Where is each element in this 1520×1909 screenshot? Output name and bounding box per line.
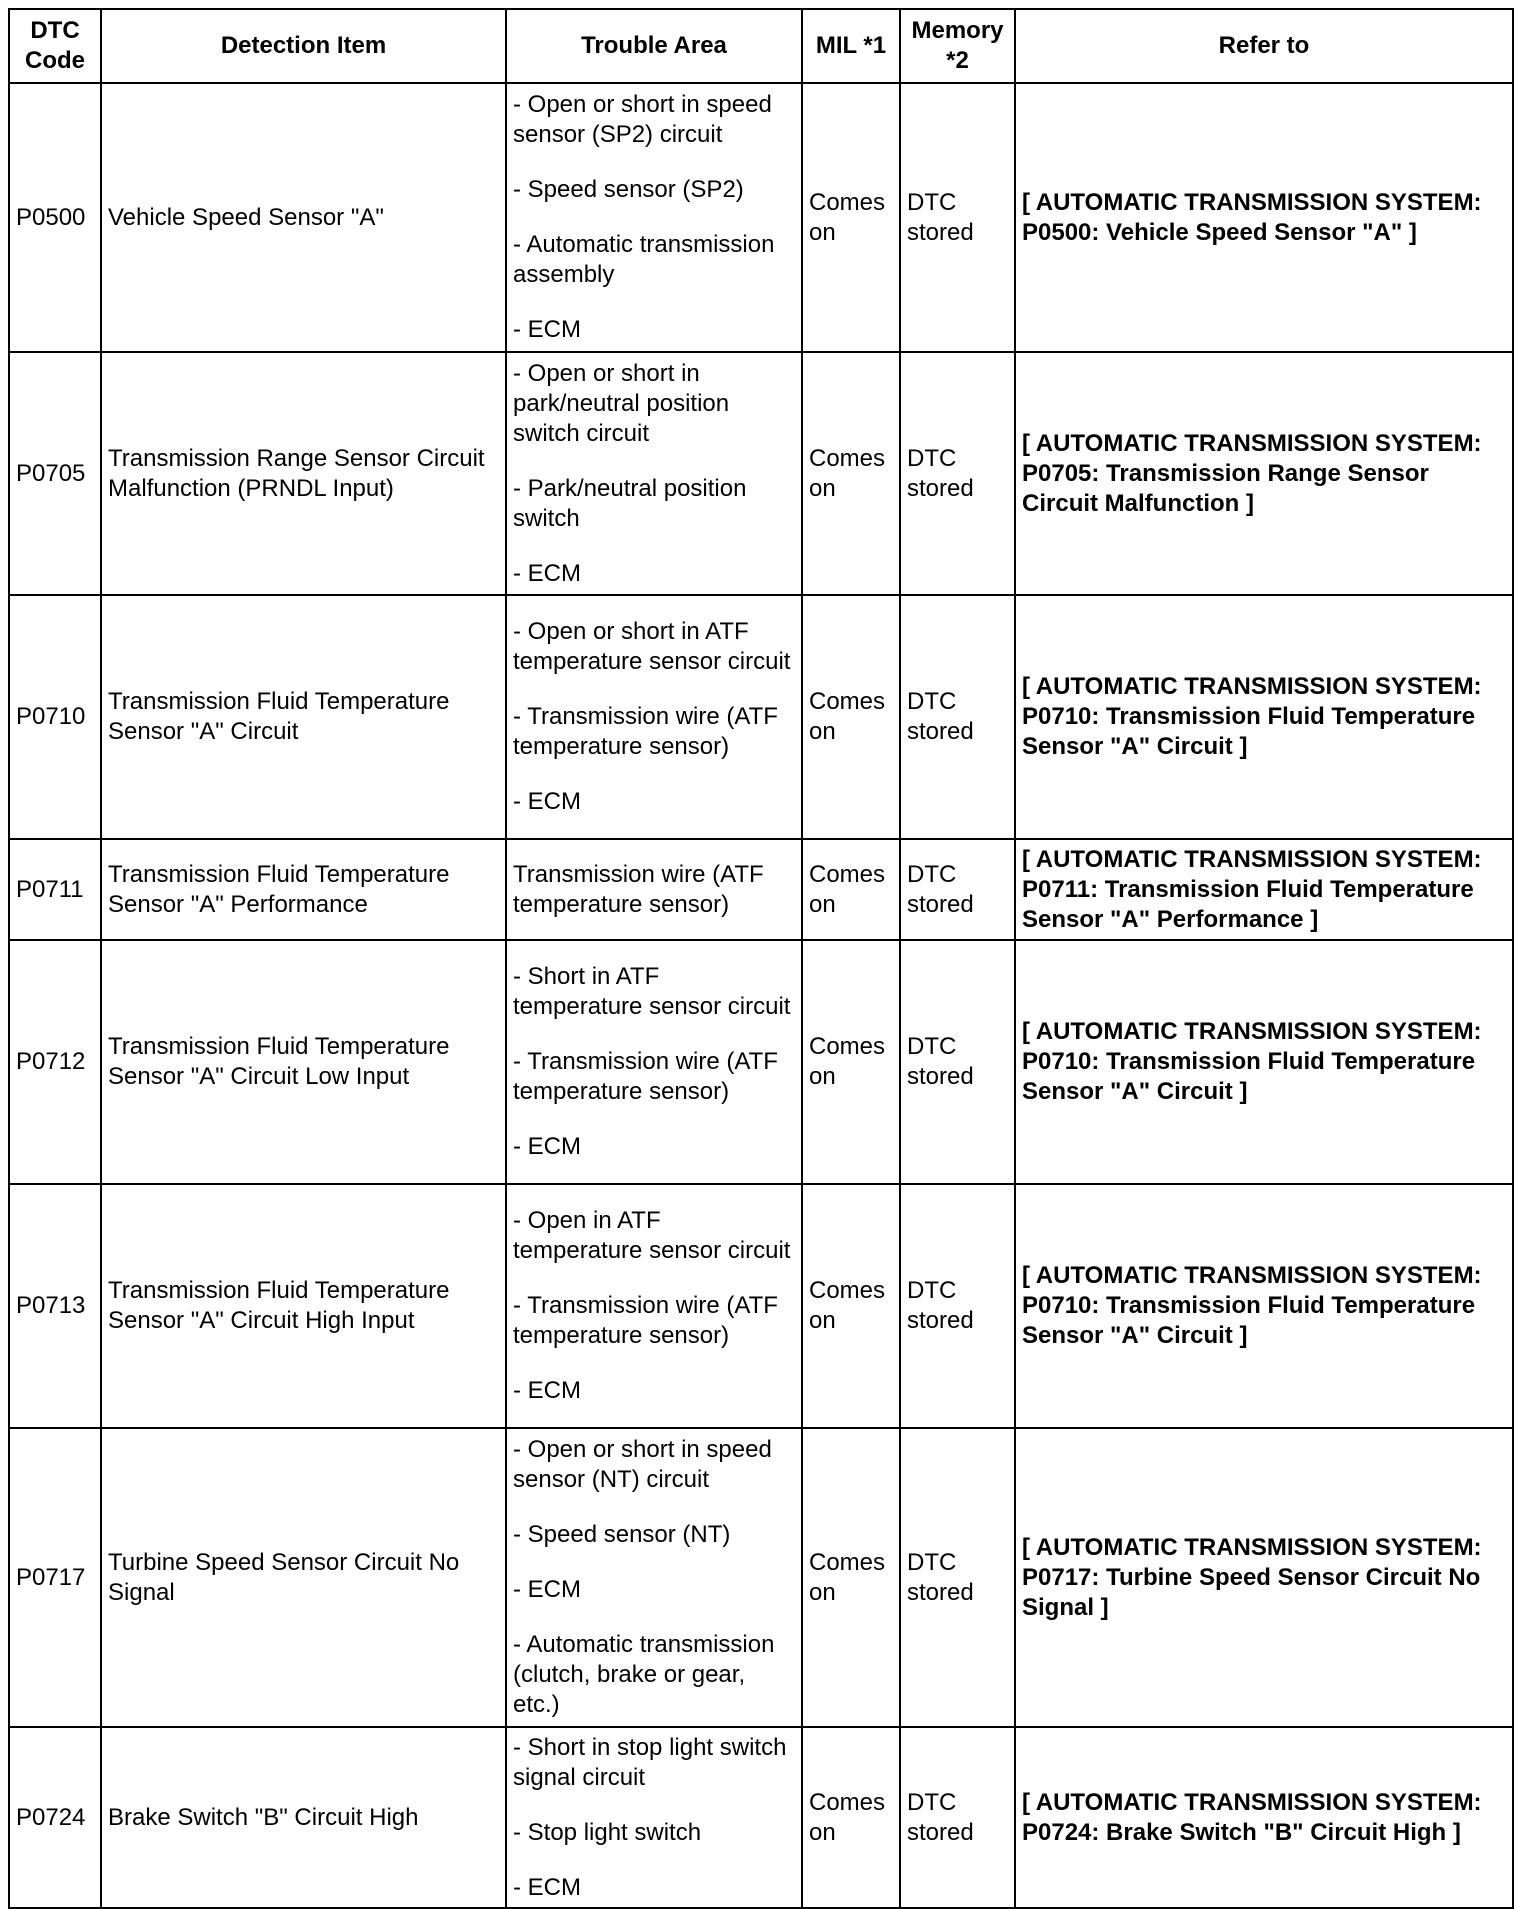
refer-to-cell: [ AUTOMATIC TRANSMISSION SYSTEM: P0711: Transmission Fluid Temperature Sensor "A" Performance ] (1015, 839, 1513, 940)
table-row (9, 352, 1513, 595)
memory-cell: DTC stored (900, 595, 1015, 839)
detection-item-cell: Transmission Fluid Temperature Sensor "A" Circuit (101, 595, 506, 839)
trouble-cause: - Transmission wire (ATF temperature sensor) (513, 703, 778, 760)
trouble-area-cell (506, 595, 802, 839)
detection-item-cell: Transmission Fluid Temperature Sensor "A" Circuit Low Input (101, 940, 506, 1184)
memory-cell: DTC stored (900, 1184, 1015, 1428)
refer-to-cell: [ AUTOMATIC TRANSMISSION SYSTEM: P0500: Vehicle Speed Sensor "A" ] (1015, 83, 1513, 352)
trouble-cause: - Transmission wire (ATF temperature sensor) (513, 1292, 778, 1349)
dtc-code-cell: P0705 (9, 352, 101, 595)
refer-to-cell: [ AUTOMATIC TRANSMISSION SYSTEM: P0724: Brake Switch "B" Circuit High ] (1015, 1727, 1513, 1908)
trouble-cause: - ECM (513, 1377, 581, 1404)
dtc-code-cell: P0711 (9, 839, 101, 940)
trouble-area-cell (506, 83, 802, 352)
mil-cell: Comes on (802, 83, 900, 352)
table-row (9, 1428, 1513, 1727)
dtc-code-cell: P0712 (9, 940, 101, 1184)
trouble-cause: - Transmission wire (ATF temperature sensor) (513, 1048, 778, 1105)
memory-cell: DTC stored (900, 1428, 1015, 1727)
mil-cell: Comes on (802, 839, 900, 940)
trouble-area-cell (506, 940, 802, 1184)
header-dtc-code: DTC Code (9, 9, 101, 83)
trouble-area-cell (506, 1428, 802, 1727)
trouble-area-cell (506, 839, 802, 940)
refer-to-cell: [ AUTOMATIC TRANSMISSION SYSTEM: P0710: Transmission Fluid Temperature Sensor "A" Circuit ] (1015, 1184, 1513, 1428)
detection-item-cell: Transmission Fluid Temperature Sensor "A" Circuit High Input (101, 1184, 506, 1428)
table-row (9, 595, 1513, 839)
detection-item-cell: Transmission Range Sensor Circuit Malfunction (PRNDL Input) (101, 352, 506, 595)
table-row (9, 1184, 1513, 1428)
trouble-cause: - Park/neutral position switch (513, 474, 747, 532)
dtc-code-cell: P0717 (9, 1428, 101, 1727)
header-mil: MIL *1 (802, 9, 900, 83)
header-row (9, 9, 1513, 83)
trouble-cause: - Open or short in park/neutral position switch circuit (513, 359, 730, 447)
memory-cell: DTC stored (900, 839, 1015, 940)
detection-item-cell: Transmission Fluid Temperature Sensor "A" Performance (101, 839, 506, 940)
dtc-code-cell: P0724 (9, 1727, 101, 1908)
detection-item-cell: Brake Switch "B" Circuit High (101, 1727, 506, 1908)
dtc-table (8, 8, 1514, 1909)
trouble-cause: - ECM (513, 1576, 581, 1603)
trouble-cause: - ECM (513, 1133, 581, 1160)
dtc-code-cell: P0710 (9, 595, 101, 839)
refer-to-cell: [ AUTOMATIC TRANSMISSION SYSTEM: P0705: Transmission Range Sensor Circuit Malfunction ] (1015, 352, 1513, 595)
detection-item-cell: Turbine Speed Sensor Circuit No Signal (101, 1428, 506, 1727)
header-detection-item: Detection Item (101, 9, 506, 83)
trouble-area-cell (506, 1727, 802, 1908)
refer-to-cell: [ AUTOMATIC TRANSMISSION SYSTEM: P0717: Turbine Speed Sensor Circuit No Signal ] (1015, 1428, 1513, 1727)
trouble-cause: - Speed sensor (SP2) (513, 176, 744, 203)
mil-cell: Comes on (802, 352, 900, 595)
table-row (9, 839, 1513, 940)
refer-to-cell: [ AUTOMATIC TRANSMISSION SYSTEM: P0710: Transmission Fluid Temperature Sensor "A" Circuit ] (1015, 595, 1513, 839)
trouble-cause: - Speed sensor (NT) (513, 1521, 731, 1548)
header-refer-to: Refer to (1015, 9, 1513, 83)
memory-cell: DTC stored (900, 940, 1015, 1184)
trouble-cause: - Short in stop light switch signal circuit (513, 1733, 787, 1791)
trouble-cause: - Short in ATF temperature sensor circuit (513, 963, 791, 1020)
table-row (9, 940, 1513, 1184)
trouble-cause: - ECM (513, 316, 581, 343)
memory-cell: DTC stored (900, 352, 1015, 595)
mil-cell: Comes on (802, 595, 900, 839)
trouble-area-cell (506, 352, 802, 595)
mil-cell: Comes on (802, 1428, 900, 1727)
header-memory: Memory *2 (900, 9, 1015, 83)
mil-cell: Comes on (802, 1727, 900, 1908)
trouble-cause: - Open or short in ATF temperature sensor circuit (513, 618, 791, 675)
trouble-cause: - Automatic transmission (clutch, brake or gear, etc.) (513, 1631, 775, 1718)
memory-cell: DTC stored (900, 1727, 1015, 1908)
trouble-cause: Transmission wire (ATF temperature sensor) (513, 860, 764, 918)
dtc-code-cell: P0713 (9, 1184, 101, 1428)
trouble-cause: - ECM (513, 788, 581, 815)
refer-to-cell: [ AUTOMATIC TRANSMISSION SYSTEM: P0710: Transmission Fluid Temperature Sensor "A" Circuit ] (1015, 940, 1513, 1184)
trouble-cause: - Open or short in speed sensor (SP2) circuit (513, 91, 772, 148)
trouble-cause: - Automatic transmission assembly (513, 231, 775, 288)
trouble-cause: - Open in ATF temperature sensor circuit (513, 1207, 791, 1264)
dtc-code-cell: P0500 (9, 83, 101, 352)
trouble-cause: - ECM (513, 1873, 581, 1901)
mil-cell: Comes on (802, 940, 900, 1184)
memory-cell: DTC stored (900, 83, 1015, 352)
mil-cell: Comes on (802, 1184, 900, 1428)
detection-item-cell: Vehicle Speed Sensor "A" (101, 83, 506, 352)
trouble-area-cell (506, 1184, 802, 1428)
trouble-cause: - Open or short in speed sensor (NT) circuit (513, 1436, 772, 1493)
trouble-cause: - Stop light switch (513, 1818, 702, 1846)
trouble-cause: - ECM (513, 559, 581, 587)
header-trouble-area: Trouble Area (506, 9, 802, 83)
table-row (9, 83, 1513, 352)
table-row (9, 1727, 1513, 1908)
